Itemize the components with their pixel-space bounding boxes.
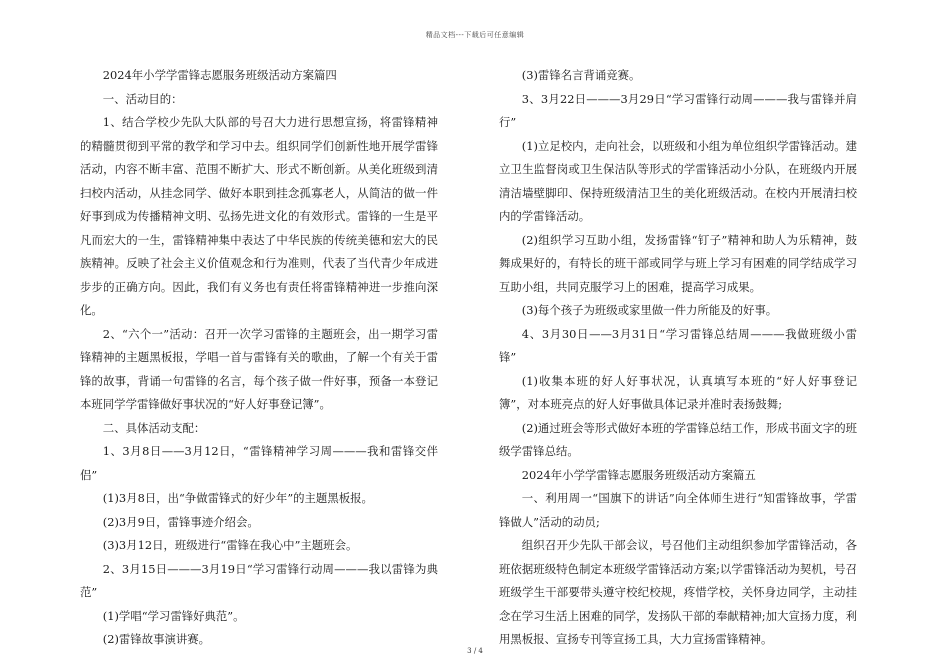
schedule-subitem: (3)雷锋名言背诵竞赛。 bbox=[521, 68, 641, 82]
document-title-part-five: 2024年小学学雷锋志愿服务班级活动方案篇五 bbox=[521, 467, 756, 482]
page-number: 3 / 4 bbox=[467, 647, 483, 655]
schedule-subitem: (1)3月8日，出“争做雷锋式的好少年”的主题黑板报。 bbox=[102, 491, 373, 505]
document-title-part-four: 2024年小学学雷锋志愿服务班级活动方案篇四 bbox=[102, 68, 337, 82]
schedule-subitem: (2)雷锋故事演讲赛。 bbox=[102, 632, 211, 646]
schedule-subitem: (1)立足校内，走向社会，以班级和小组为单位组织学雷锋活动。建立卫生监督岗或卫生保洁队等形式的学雷锋活动小分队，在班级内开展清洁墙壁脚印、保持班级清洁卫生的美化班级活动。在校内开展清扫校内的学雷锋活动。 bbox=[499, 138, 857, 223]
schedule-item-week-4: 4、3月30日——3月31日“学习雷锋总结周———我做班级小雷锋” bbox=[499, 326, 857, 364]
right-column bbox=[499, 64, 857, 652]
left-column bbox=[80, 64, 438, 652]
section-heading-activity-schedule: 二、具体活动支配： bbox=[102, 420, 206, 435]
page-header: 精品文档---下载后可任意编辑 bbox=[425, 31, 525, 39]
schedule-subitem: (1)学唱“学习雷锋好典范”。 bbox=[102, 608, 245, 623]
schedule-subitem: (1)收集本班的好人好事状况，认真填写本班的“好人好事登记簿”，对本班亮点的好人好事做具体记录并准时表扬鼓舞; bbox=[499, 373, 857, 411]
paragraph-purpose-1: 1、结合学校少先队大队部的号召大力进行思想宣扬，将雷锋精神的精髓贯彻到平常的教学和学习中去。组织同学们创新性地开展学雷锋活动，内容不断丰富、范围不断扩大、形式不断创新。从美化班级到清扫校内活动，从挂念同学、做好本职到挂念孤寡老人，从简洁的做一件好事到成为传播精神文明、弘扬先进文化的有效形式。雷锋的一生是平凡而宏大的一生，雷锋精神集中表达了中华民族的传统美德和宏大的民族精神。反映了社会主义价值观念和行为准则，代表了当代青少年成进步步的正确方向。因此，我们有义务也有责任将雷锋精神进一步推向深化。 bbox=[80, 115, 438, 317]
schedule-subitem: (3)每个孩子为班级或家里做一件力所能及的好事。 bbox=[521, 303, 778, 317]
schedule-subitem: (3)3月12日，班级进行“雷锋在我心中”主题班会。 bbox=[102, 538, 358, 552]
schedule-item-week-2: 2、3月15日———3月19日“学习雷锋行动周———我以雷锋为典范” bbox=[80, 561, 438, 599]
schedule-item-week-1: 1、3月8日——3月12日，“雷锋精神学习周———我和雷锋交伴侣” bbox=[80, 444, 438, 482]
paragraph-flag-speech: 一、利用周一“国旗下的讲话”向全体师生进行“知雷锋故事，学雷锋做人”活动的动员; bbox=[499, 491, 857, 529]
paragraph-six-ones: 2、“六个一”活动：召开一次学习雷锋的主题班会，出一期学习雷锋精神的主题黑板报，学唱一首与雷锋有关的歌曲，了解一个有关于雷锋的故事，背诵一句雷锋的名言，每个孩子做一件好事，预备一本登记本班同学学雷锋做好事状况的“好人好事登记簿”。 bbox=[80, 326, 438, 411]
schedule-item-week-3: 3、3月22日———3月29日“学习雷锋行动周———我与雷锋并肩行” bbox=[499, 91, 857, 129]
schedule-subitem: (2)通过班会等形式做好本班的学雷锋总结工作，形成书面文字的班级学雷锋总结。 bbox=[499, 420, 857, 458]
schedule-subitem: (2)3月9日，雷锋事迹介绍会。 bbox=[102, 514, 259, 529]
schedule-subitem: (2)组织学习互助小组，发扬雷锋“钉子”精神和助人为乐精神，鼓舞成果好的，有特长的班干部或同学与班上学习有困难的同学结成学习互助小组，共同克服学习上的困难，提高学习成果。 bbox=[499, 232, 857, 294]
paragraph-cadre-meeting: 组织召开少先队干部会议，号召他们主动组织参加学雷锋活动，各班依据班级特色制定本班级学雷锋活动方案;以学雷锋活动为契机，号召班级学生干部要带头遵守校纪校规，疼惜学校，关怀身边同学，主动挂念在学习生活上困难的同学，发扬队干部的奉献精神;加大宣扬力度，利用黑板报、宣扬专刊等宣扬工具，大力宣扬雷锋精神。 bbox=[499, 538, 857, 646]
section-heading-activity-purpose: 一、活动目的： bbox=[102, 91, 183, 106]
